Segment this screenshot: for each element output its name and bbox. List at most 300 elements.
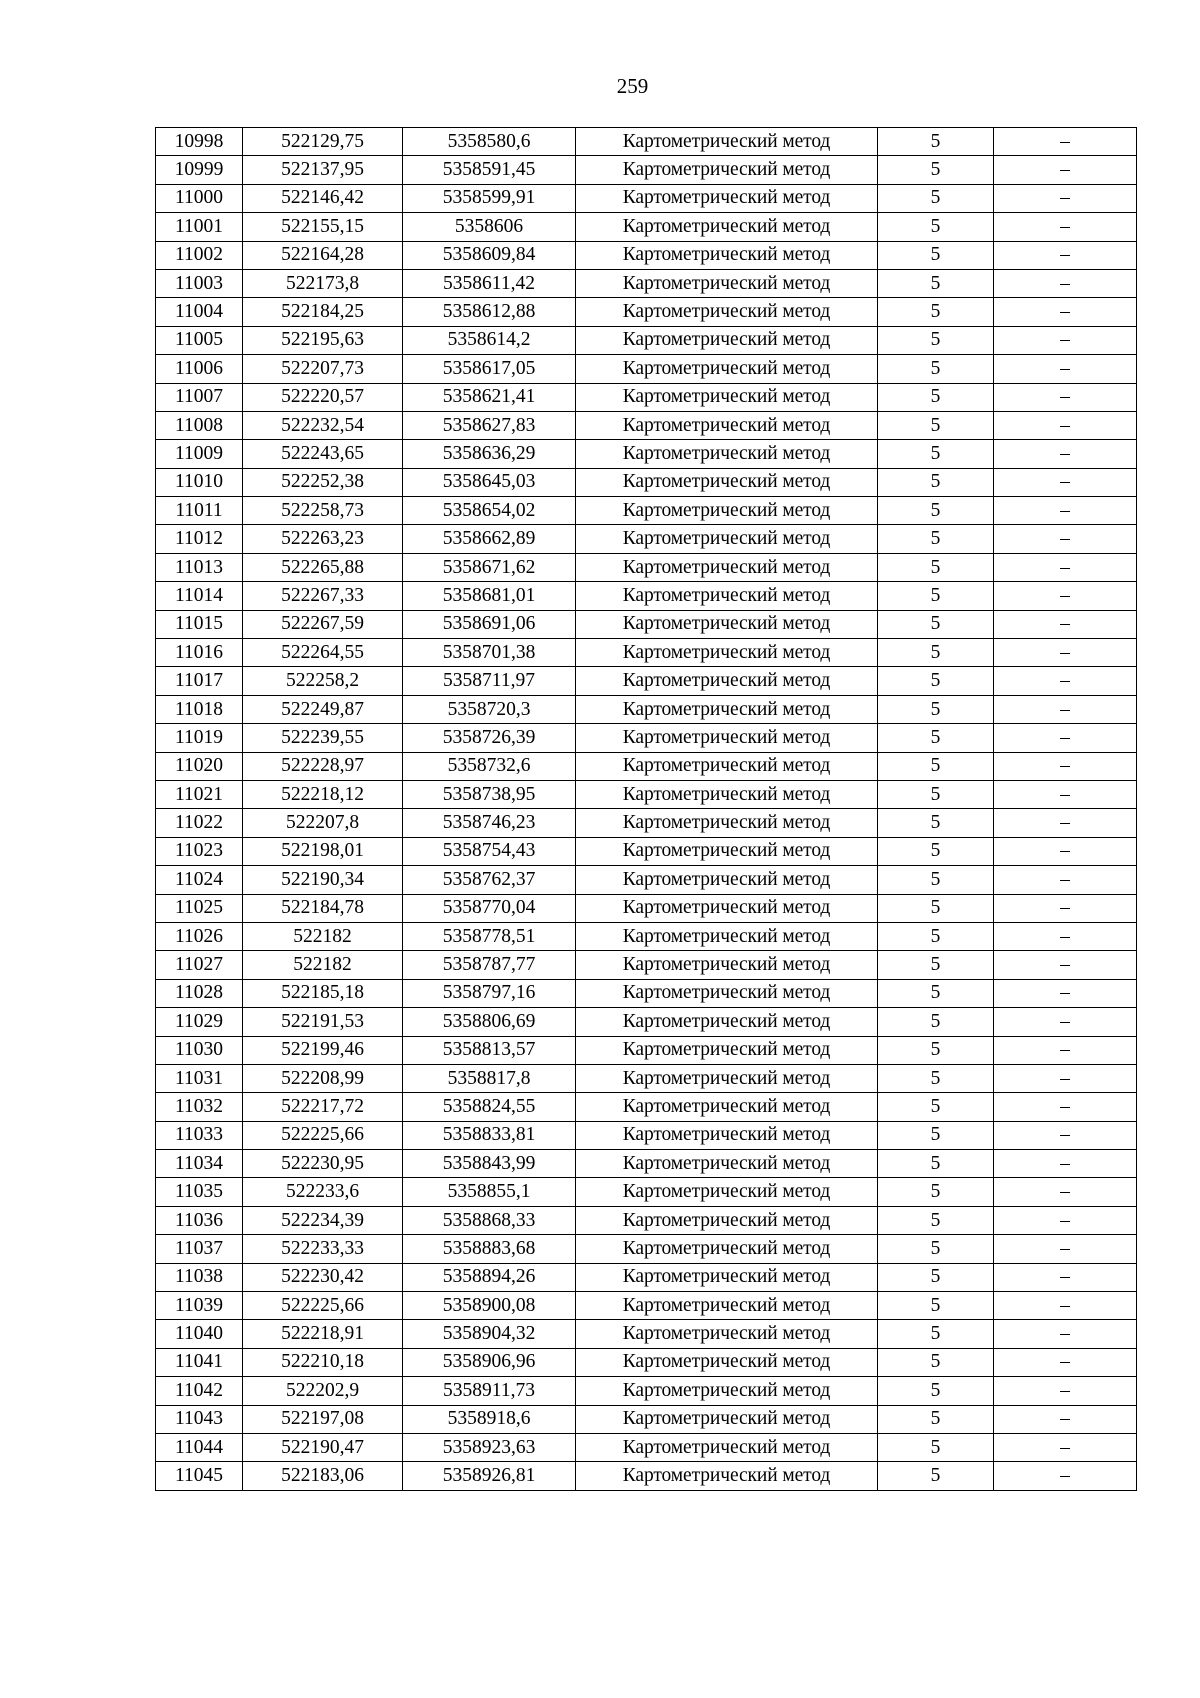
method-cell: Картометрический метод	[576, 951, 878, 979]
coordinates-table-body	[156, 128, 1137, 1491]
note-cell: –	[994, 1178, 1137, 1206]
table-row	[156, 639, 1137, 667]
method-cell: Картометрический метод	[576, 695, 878, 723]
point-number-cell: 11012	[156, 525, 243, 553]
accuracy-cell: 5	[878, 667, 994, 695]
point-number-cell: 11004	[156, 298, 243, 326]
x-coordinate-cell: 522146,42	[243, 184, 403, 212]
table-row	[156, 1008, 1137, 1036]
table-row	[156, 355, 1137, 383]
note-cell: –	[994, 156, 1137, 184]
accuracy-cell: 5	[878, 695, 994, 723]
note-cell: –	[994, 326, 1137, 354]
note-cell: –	[994, 1320, 1137, 1348]
method-cell: Картометрический метод	[576, 1178, 878, 1206]
table-row	[156, 1036, 1137, 1064]
note-cell: –	[994, 610, 1137, 638]
table-row	[156, 894, 1137, 922]
y-coordinate-cell: 5358738,95	[403, 780, 576, 808]
note-cell: –	[994, 866, 1137, 894]
table-row	[156, 553, 1137, 581]
y-coordinate-cell: 5358645,03	[403, 468, 576, 496]
accuracy-cell: 5	[878, 1405, 994, 1433]
point-number-cell: 11016	[156, 639, 243, 667]
method-cell: Картометрический метод	[576, 213, 878, 241]
method-cell: Картометрический метод	[576, 1292, 878, 1320]
note-cell: –	[994, 752, 1137, 780]
y-coordinate-cell: 5358787,77	[403, 951, 576, 979]
point-number-cell: 11023	[156, 837, 243, 865]
method-cell: Картометрический метод	[576, 1433, 878, 1461]
y-coordinate-cell: 5358671,62	[403, 553, 576, 581]
point-number-cell: 10998	[156, 128, 243, 156]
method-cell: Картометрический метод	[576, 1150, 878, 1178]
point-number-cell: 11033	[156, 1121, 243, 1149]
method-cell: Картометрический метод	[576, 298, 878, 326]
method-cell: Картометрический метод	[576, 128, 878, 156]
y-coordinate-cell: 5358720,3	[403, 695, 576, 723]
x-coordinate-cell: 522225,66	[243, 1121, 403, 1149]
x-coordinate-cell: 522239,55	[243, 724, 403, 752]
x-coordinate-cell: 522258,2	[243, 667, 403, 695]
accuracy-cell: 5	[878, 1462, 994, 1490]
x-coordinate-cell: 522210,18	[243, 1348, 403, 1376]
method-cell: Картометрический метод	[576, 241, 878, 269]
point-number-cell: 11000	[156, 184, 243, 212]
note-cell: –	[994, 1377, 1137, 1405]
method-cell: Картометрический метод	[576, 269, 878, 297]
note-cell: –	[994, 525, 1137, 553]
method-cell: Картометрический метод	[576, 667, 878, 695]
x-coordinate-cell: 522185,18	[243, 979, 403, 1007]
x-coordinate-cell: 522218,12	[243, 780, 403, 808]
note-cell: –	[994, 1235, 1137, 1263]
y-coordinate-cell: 5358612,88	[403, 298, 576, 326]
method-cell: Картометрический метод	[576, 326, 878, 354]
point-number-cell: 11028	[156, 979, 243, 1007]
note-cell: –	[994, 269, 1137, 297]
y-coordinate-cell: 5358900,08	[403, 1292, 576, 1320]
table-row	[156, 695, 1137, 723]
x-coordinate-cell: 522129,75	[243, 128, 403, 156]
note-cell: –	[994, 639, 1137, 667]
point-number-cell: 11025	[156, 894, 243, 922]
note-cell: –	[994, 383, 1137, 411]
note-cell: –	[994, 695, 1137, 723]
y-coordinate-cell: 5358617,05	[403, 355, 576, 383]
note-cell: –	[994, 1093, 1137, 1121]
method-cell: Картометрический метод	[576, 582, 878, 610]
coordinates-table	[155, 127, 1137, 1491]
table-row	[156, 213, 1137, 241]
note-cell: –	[994, 724, 1137, 752]
note-cell: –	[994, 951, 1137, 979]
y-coordinate-cell: 5358754,43	[403, 837, 576, 865]
note-cell: –	[994, 497, 1137, 525]
note-cell: –	[994, 894, 1137, 922]
x-coordinate-cell: 522252,38	[243, 468, 403, 496]
x-coordinate-cell: 522225,66	[243, 1292, 403, 1320]
point-number-cell: 11008	[156, 411, 243, 439]
point-number-cell: 10999	[156, 156, 243, 184]
note-cell: –	[994, 213, 1137, 241]
accuracy-cell: 5	[878, 922, 994, 950]
table-row	[156, 1150, 1137, 1178]
method-cell: Картометрический метод	[576, 553, 878, 581]
accuracy-cell: 5	[878, 525, 994, 553]
point-number-cell: 11010	[156, 468, 243, 496]
note-cell: –	[994, 1348, 1137, 1376]
accuracy-cell: 5	[878, 383, 994, 411]
accuracy-cell: 5	[878, 724, 994, 752]
table-row	[156, 383, 1137, 411]
accuracy-cell: 5	[878, 497, 994, 525]
point-number-cell: 11020	[156, 752, 243, 780]
note-cell: –	[994, 298, 1137, 326]
point-number-cell: 11005	[156, 326, 243, 354]
method-cell: Картометрический метод	[576, 1235, 878, 1263]
accuracy-cell: 5	[878, 1178, 994, 1206]
table-row	[156, 1292, 1137, 1320]
y-coordinate-cell: 5358611,42	[403, 269, 576, 297]
table-row	[156, 1178, 1137, 1206]
table-row	[156, 156, 1137, 184]
accuracy-cell: 5	[878, 213, 994, 241]
accuracy-cell: 5	[878, 184, 994, 212]
note-cell: –	[994, 1064, 1137, 1092]
accuracy-cell: 5	[878, 1064, 994, 1092]
note-cell: –	[994, 1206, 1137, 1234]
method-cell: Картометрический метод	[576, 979, 878, 1007]
method-cell: Картометрический метод	[576, 440, 878, 468]
note-cell: –	[994, 553, 1137, 581]
point-number-cell: 11009	[156, 440, 243, 468]
accuracy-cell: 5	[878, 1150, 994, 1178]
accuracy-cell: 5	[878, 780, 994, 808]
x-coordinate-cell: 522218,91	[243, 1320, 403, 1348]
x-coordinate-cell: 522164,28	[243, 241, 403, 269]
table-row	[156, 837, 1137, 865]
accuracy-cell: 5	[878, 241, 994, 269]
y-coordinate-cell: 5358813,57	[403, 1036, 576, 1064]
x-coordinate-cell: 522263,23	[243, 525, 403, 553]
table-row	[156, 468, 1137, 496]
accuracy-cell: 5	[878, 1093, 994, 1121]
table-row	[156, 1121, 1137, 1149]
x-coordinate-cell: 522267,33	[243, 582, 403, 610]
point-number-cell: 11021	[156, 780, 243, 808]
y-coordinate-cell: 5358627,83	[403, 411, 576, 439]
accuracy-cell: 5	[878, 752, 994, 780]
accuracy-cell: 5	[878, 298, 994, 326]
method-cell: Картометрический метод	[576, 411, 878, 439]
y-coordinate-cell: 5358843,99	[403, 1150, 576, 1178]
x-coordinate-cell: 522207,8	[243, 809, 403, 837]
x-coordinate-cell: 522230,95	[243, 1150, 403, 1178]
method-cell: Картометрический метод	[576, 1008, 878, 1036]
y-coordinate-cell: 5358681,01	[403, 582, 576, 610]
table-row	[156, 582, 1137, 610]
y-coordinate-cell: 5358732,6	[403, 752, 576, 780]
note-cell: –	[994, 468, 1137, 496]
note-cell: –	[994, 128, 1137, 156]
y-coordinate-cell: 5358762,37	[403, 866, 576, 894]
y-coordinate-cell: 5358746,23	[403, 809, 576, 837]
y-coordinate-cell: 5358824,55	[403, 1093, 576, 1121]
point-number-cell: 11011	[156, 497, 243, 525]
x-coordinate-cell: 522199,46	[243, 1036, 403, 1064]
point-number-cell: 11026	[156, 922, 243, 950]
point-number-cell: 11035	[156, 1178, 243, 1206]
x-coordinate-cell: 522208,99	[243, 1064, 403, 1092]
method-cell: Картометрический метод	[576, 1064, 878, 1092]
method-cell: Картометрический метод	[576, 1263, 878, 1291]
x-coordinate-cell: 522265,88	[243, 553, 403, 581]
accuracy-cell: 5	[878, 326, 994, 354]
accuracy-cell: 5	[878, 1320, 994, 1348]
method-cell: Картометрический метод	[576, 1377, 878, 1405]
accuracy-cell: 5	[878, 553, 994, 581]
table-row	[156, 866, 1137, 894]
table-row	[156, 809, 1137, 837]
note-cell: –	[994, 440, 1137, 468]
method-cell: Картометрический метод	[576, 525, 878, 553]
point-number-cell: 11038	[156, 1263, 243, 1291]
method-cell: Картометрический метод	[576, 1462, 878, 1490]
y-coordinate-cell: 5358868,33	[403, 1206, 576, 1234]
note-cell: –	[994, 979, 1137, 1007]
x-coordinate-cell: 522207,73	[243, 355, 403, 383]
table-row	[156, 241, 1137, 269]
y-coordinate-cell: 5358701,38	[403, 639, 576, 667]
y-coordinate-cell: 5358855,1	[403, 1178, 576, 1206]
method-cell: Картометрический метод	[576, 156, 878, 184]
table-row	[156, 1206, 1137, 1234]
note-cell: –	[994, 809, 1137, 837]
point-number-cell: 11044	[156, 1433, 243, 1461]
x-coordinate-cell: 522195,63	[243, 326, 403, 354]
table-row	[156, 780, 1137, 808]
x-coordinate-cell: 522155,15	[243, 213, 403, 241]
point-number-cell: 11024	[156, 866, 243, 894]
table-row	[156, 951, 1137, 979]
note-cell: –	[994, 1008, 1137, 1036]
point-number-cell: 11013	[156, 553, 243, 581]
table-row	[156, 269, 1137, 297]
method-cell: Картометрический метод	[576, 355, 878, 383]
x-coordinate-cell: 522264,55	[243, 639, 403, 667]
note-cell: –	[994, 582, 1137, 610]
x-coordinate-cell: 522191,53	[243, 1008, 403, 1036]
table-row	[156, 128, 1137, 156]
x-coordinate-cell: 522197,08	[243, 1405, 403, 1433]
table-row	[156, 1433, 1137, 1461]
y-coordinate-cell: 5358636,29	[403, 440, 576, 468]
table-row	[156, 1320, 1137, 1348]
point-number-cell: 11041	[156, 1348, 243, 1376]
method-cell: Картометрический метод	[576, 894, 878, 922]
accuracy-cell: 5	[878, 1235, 994, 1263]
point-number-cell: 11001	[156, 213, 243, 241]
y-coordinate-cell: 5358883,68	[403, 1235, 576, 1263]
x-coordinate-cell: 522243,65	[243, 440, 403, 468]
x-coordinate-cell: 522202,9	[243, 1377, 403, 1405]
method-cell: Картометрический метод	[576, 866, 878, 894]
y-coordinate-cell: 5358906,96	[403, 1348, 576, 1376]
accuracy-cell: 5	[878, 1348, 994, 1376]
note-cell: –	[994, 780, 1137, 808]
accuracy-cell: 5	[878, 979, 994, 1007]
y-coordinate-cell: 5358833,81	[403, 1121, 576, 1149]
point-number-cell: 11029	[156, 1008, 243, 1036]
point-number-cell: 11002	[156, 241, 243, 269]
accuracy-cell: 5	[878, 1036, 994, 1064]
point-number-cell: 11019	[156, 724, 243, 752]
table-row	[156, 1405, 1137, 1433]
point-number-cell: 11014	[156, 582, 243, 610]
method-cell: Картометрический метод	[576, 1206, 878, 1234]
table-row	[156, 1235, 1137, 1263]
point-number-cell: 11007	[156, 383, 243, 411]
point-number-cell: 11043	[156, 1405, 243, 1433]
method-cell: Картометрический метод	[576, 1320, 878, 1348]
note-cell: –	[994, 355, 1137, 383]
x-coordinate-cell: 522233,33	[243, 1235, 403, 1263]
y-coordinate-cell: 5358621,41	[403, 383, 576, 411]
x-coordinate-cell: 522234,39	[243, 1206, 403, 1234]
note-cell: –	[994, 1036, 1137, 1064]
x-coordinate-cell: 522183,06	[243, 1462, 403, 1490]
y-coordinate-cell: 5358614,2	[403, 326, 576, 354]
method-cell: Картометрический метод	[576, 497, 878, 525]
y-coordinate-cell: 5358691,06	[403, 610, 576, 638]
method-cell: Картометрический метод	[576, 639, 878, 667]
note-cell: –	[994, 837, 1137, 865]
point-number-cell: 11036	[156, 1206, 243, 1234]
method-cell: Картометрический метод	[576, 1405, 878, 1433]
method-cell: Картометрический метод	[576, 1348, 878, 1376]
table-row	[156, 752, 1137, 780]
y-coordinate-cell: 5358904,32	[403, 1320, 576, 1348]
method-cell: Картометрический метод	[576, 809, 878, 837]
y-coordinate-cell: 5358711,97	[403, 667, 576, 695]
y-coordinate-cell: 5358797,16	[403, 979, 576, 1007]
accuracy-cell: 5	[878, 809, 994, 837]
y-coordinate-cell: 5358606	[403, 213, 576, 241]
table-row	[156, 1064, 1137, 1092]
y-coordinate-cell: 5358817,8	[403, 1064, 576, 1092]
x-coordinate-cell: 522228,97	[243, 752, 403, 780]
accuracy-cell: 5	[878, 269, 994, 297]
accuracy-cell: 5	[878, 1206, 994, 1234]
method-cell: Картометрический метод	[576, 1121, 878, 1149]
accuracy-cell: 5	[878, 951, 994, 979]
accuracy-cell: 5	[878, 355, 994, 383]
method-cell: Картометрический метод	[576, 468, 878, 496]
note-cell: –	[994, 1433, 1137, 1461]
y-coordinate-cell: 5358580,6	[403, 128, 576, 156]
point-number-cell: 11031	[156, 1064, 243, 1092]
y-coordinate-cell: 5358662,89	[403, 525, 576, 553]
accuracy-cell: 5	[878, 1433, 994, 1461]
point-number-cell: 11022	[156, 809, 243, 837]
note-cell: –	[994, 1150, 1137, 1178]
table-row	[156, 326, 1137, 354]
point-number-cell: 11006	[156, 355, 243, 383]
accuracy-cell: 5	[878, 1121, 994, 1149]
accuracy-cell: 5	[878, 1377, 994, 1405]
point-number-cell: 11027	[156, 951, 243, 979]
y-coordinate-cell: 5358726,39	[403, 724, 576, 752]
accuracy-cell: 5	[878, 837, 994, 865]
accuracy-cell: 5	[878, 440, 994, 468]
method-cell: Картометрический метод	[576, 1093, 878, 1121]
method-cell: Картометрический метод	[576, 752, 878, 780]
x-coordinate-cell: 522258,73	[243, 497, 403, 525]
accuracy-cell: 5	[878, 610, 994, 638]
method-cell: Картометрический метод	[576, 610, 878, 638]
y-coordinate-cell: 5358609,84	[403, 241, 576, 269]
note-cell: –	[994, 184, 1137, 212]
method-cell: Картометрический метод	[576, 837, 878, 865]
method-cell: Картометрический метод	[576, 1036, 878, 1064]
y-coordinate-cell: 5358926,81	[403, 1462, 576, 1490]
x-coordinate-cell: 522267,59	[243, 610, 403, 638]
accuracy-cell: 5	[878, 1008, 994, 1036]
point-number-cell: 11018	[156, 695, 243, 723]
table-row	[156, 298, 1137, 326]
x-coordinate-cell: 522182	[243, 951, 403, 979]
note-cell: –	[994, 411, 1137, 439]
table-row	[156, 525, 1137, 553]
note-cell: –	[994, 922, 1137, 950]
method-cell: Картометрический метод	[576, 780, 878, 808]
accuracy-cell: 5	[878, 128, 994, 156]
table-row	[156, 1093, 1137, 1121]
table-row	[156, 667, 1137, 695]
accuracy-cell: 5	[878, 156, 994, 184]
table-row	[156, 1348, 1137, 1376]
y-coordinate-cell: 5358923,63	[403, 1433, 576, 1461]
method-cell: Картометрический метод	[576, 184, 878, 212]
note-cell: –	[994, 1405, 1137, 1433]
x-coordinate-cell: 522230,42	[243, 1263, 403, 1291]
y-coordinate-cell: 5358911,73	[403, 1377, 576, 1405]
accuracy-cell: 5	[878, 866, 994, 894]
x-coordinate-cell: 522184,25	[243, 298, 403, 326]
table-row	[156, 1462, 1137, 1490]
point-number-cell: 11037	[156, 1235, 243, 1263]
x-coordinate-cell: 522173,8	[243, 269, 403, 297]
table-row	[156, 497, 1137, 525]
method-cell: Картометрический метод	[576, 383, 878, 411]
table-row	[156, 1263, 1137, 1291]
accuracy-cell: 5	[878, 894, 994, 922]
note-cell: –	[994, 1121, 1137, 1149]
method-cell: Картометрический метод	[576, 724, 878, 752]
point-number-cell: 11003	[156, 269, 243, 297]
table-row	[156, 1377, 1137, 1405]
note-cell: –	[994, 241, 1137, 269]
y-coordinate-cell: 5358654,02	[403, 497, 576, 525]
x-coordinate-cell: 522190,34	[243, 866, 403, 894]
y-coordinate-cell: 5358591,45	[403, 156, 576, 184]
note-cell: –	[994, 1462, 1137, 1490]
point-number-cell: 11042	[156, 1377, 243, 1405]
accuracy-cell: 5	[878, 1263, 994, 1291]
table-row	[156, 979, 1137, 1007]
accuracy-cell: 5	[878, 411, 994, 439]
